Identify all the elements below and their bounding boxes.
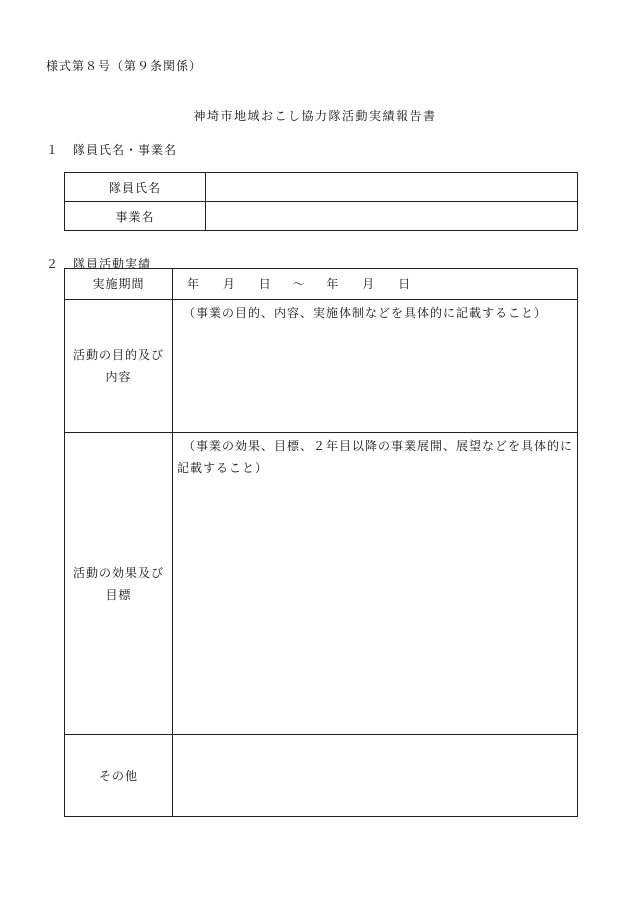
member-info-table [64, 172, 578, 231]
section-2-number: ２ [46, 257, 60, 271]
activity-report-table [64, 268, 578, 817]
effect-goal-label-line2: 目標 [105, 587, 132, 602]
table-row [65, 300, 578, 433]
effect-goal-instruction: （事業の効果、目標、２年目以降の事業展開、展望などを具体的に記載すること） [177, 439, 574, 475]
other-label: その他 [65, 735, 173, 817]
table-row [65, 433, 578, 735]
section-2-title: 隊員活動実績 [73, 257, 152, 271]
effect-goal-label-line1: 活動の効果及び [72, 565, 164, 580]
project-name-field[interactable] [206, 202, 578, 231]
period-end-month: 月 [362, 277, 376, 291]
period-start-day: 日 [258, 277, 272, 291]
period-label: 実施期間 [65, 269, 173, 300]
period-end-day: 日 [398, 277, 412, 291]
purpose-content-instruction: （事業の目的、内容、実施体制などを具体的に記載すること） [183, 306, 548, 320]
period-start-year: 年 [187, 277, 201, 291]
purpose-content-label [65, 300, 173, 433]
other-field[interactable] [173, 735, 578, 817]
document-title: 神埼市地域おこし協力隊活動実績報告書 [193, 109, 437, 123]
section-1-number: １ [46, 143, 60, 157]
project-name-label: 事業名 [65, 202, 206, 231]
period-field[interactable] [173, 269, 578, 300]
section-1-title: 隊員氏名・事業名 [73, 143, 178, 157]
period-start-month: 月 [222, 277, 236, 291]
purpose-content-label-line2: 内容 [105, 370, 132, 384]
period-tilde: ～ [292, 277, 306, 291]
effect-goal-field[interactable] [173, 433, 578, 735]
purpose-content-label-line1: 活動の目的及び [72, 348, 164, 362]
table-row [65, 269, 578, 300]
table-row [65, 173, 578, 202]
purpose-content-field[interactable] [173, 300, 578, 433]
section-1-heading [46, 141, 177, 158]
period-end-year: 年 [326, 277, 340, 291]
member-name-label: 隊員氏名 [65, 173, 206, 202]
table-row [65, 202, 578, 231]
form-number: 様式第８号（第９条関係） [46, 59, 203, 73]
effect-goal-label [65, 433, 173, 735]
table-row [65, 735, 578, 817]
member-name-field[interactable] [206, 173, 578, 202]
